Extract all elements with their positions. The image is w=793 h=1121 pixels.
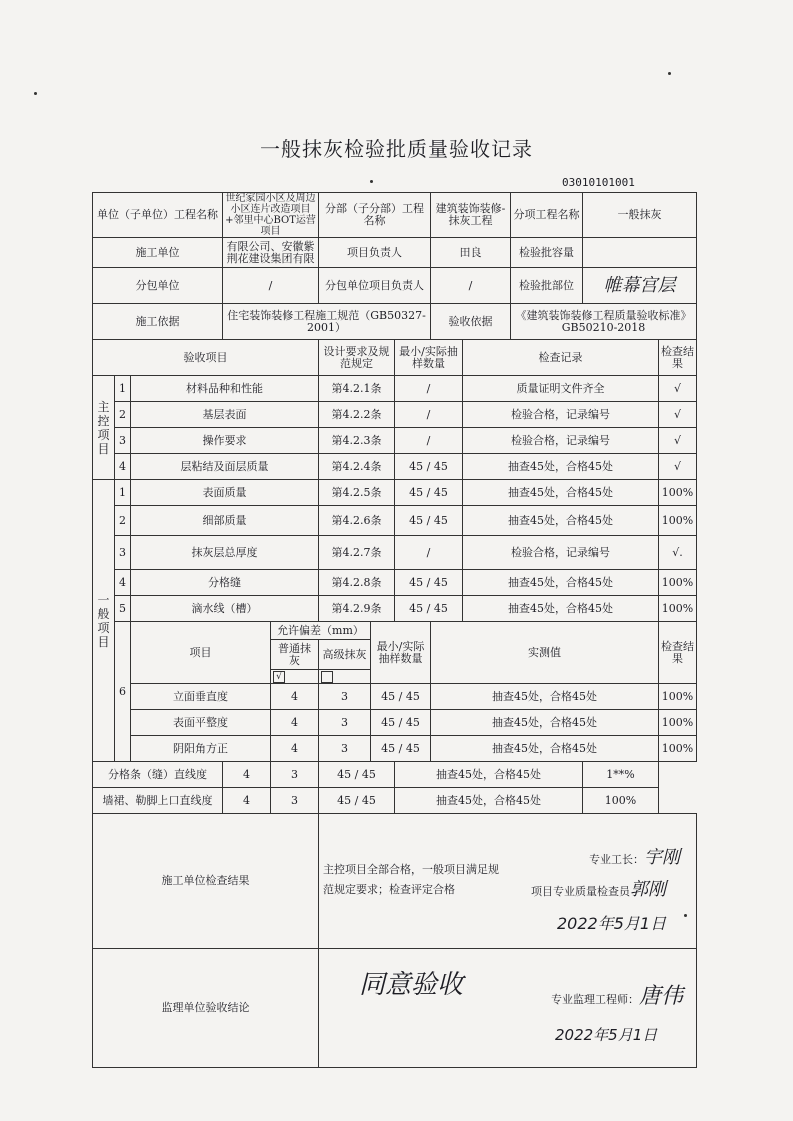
list-item-design: 第4.2.7条: [319, 536, 395, 570]
table-row-high: 3: [319, 710, 371, 736]
list-item-no: 4: [115, 570, 131, 596]
tolerance-no: 6: [115, 622, 131, 762]
unit-value: 世纪家园小区及周边小区连片改造项目+邻里中心BOT运营项目: [223, 193, 319, 238]
table-row-sample: 45 / 45: [371, 710, 431, 736]
table-row-result: 1**%: [583, 762, 659, 788]
builder-check-date: 2022年5月1日: [557, 914, 667, 933]
table-row-high: 3: [319, 684, 371, 710]
inspector-line: [531, 879, 666, 900]
col-record: 检查记录: [463, 340, 659, 376]
table-row-record: 抽查45处，合格45处: [395, 762, 583, 788]
list-item-design: 第4.2.1条: [319, 376, 395, 402]
high-plaster-checkbox[interactable]: [319, 670, 371, 684]
list-item-name: 层粘结及面层质量: [131, 454, 319, 480]
main-items-label: 主控项目: [93, 376, 115, 480]
supervisor-date: 2022年5月1日: [555, 1026, 658, 1044]
table-row-result: 100%: [659, 710, 697, 736]
sub-value: 建筑装饰装修-抹灰工程: [431, 193, 511, 238]
builder-value: 有限公司、安徽紫荆花建设集团有限: [223, 238, 319, 268]
normal-plaster-checkbox[interactable]: √: [271, 670, 319, 684]
part-label: 检验批部位: [511, 268, 583, 304]
list-item-sample: 45 / 45: [395, 596, 463, 622]
list-item-record: 检验合格，记录编号: [463, 536, 659, 570]
list-item-sample: 45 / 45: [395, 570, 463, 596]
table-row-result: 100%: [659, 736, 697, 762]
foreman-signature: 宇刚: [644, 847, 680, 868]
general-items-label: 一般项目: [93, 480, 115, 762]
document-code: 03010101001: [562, 176, 635, 189]
list-item-record: 抽查45处，合格45处: [463, 596, 659, 622]
unit-label: 单位（子单位）工程名称: [93, 193, 223, 238]
list-item-no: 2: [115, 402, 131, 428]
scan-speck: [34, 92, 37, 95]
foreman-label: 专业工长：: [589, 853, 644, 866]
list-item-name: 基层表面: [131, 402, 319, 428]
list-item-result: 100%: [659, 506, 697, 536]
engineer-signature: 唐伟: [639, 984, 684, 1009]
col-sample: 最小/实际抽样数量: [395, 340, 463, 376]
list-item-result: √: [659, 428, 697, 454]
list-item-sample: /: [395, 428, 463, 454]
table-row-sample: 45 / 45: [371, 736, 431, 762]
builder-check-text: 主控项目全部合格，一般项目满足规范规定要求；检查评定合格: [323, 863, 499, 896]
subcontract-manager-label: 分包单位项目负责人: [319, 268, 431, 304]
table-row-sample: 45 / 45: [371, 684, 431, 710]
list-item-sample: 45 / 45: [395, 506, 463, 536]
list-item-result: √.: [659, 536, 697, 570]
list-item-design: 第4.2.8条: [319, 570, 395, 596]
table-row-normal: 4: [223, 788, 271, 814]
inspector-signature: 郭刚: [630, 879, 666, 900]
list-item-result: √: [659, 402, 697, 428]
table-row-name: 分格条（缝）直线度: [93, 762, 223, 788]
list-item-record: 检验合格，记录编号: [463, 428, 659, 454]
inspection-table: [92, 192, 697, 1068]
scan-speck: [370, 180, 373, 183]
table-row-record: 抽查45处，合格45处: [395, 788, 583, 814]
list-item-no: 1: [115, 376, 131, 402]
supervisor-conclusion-signature: 同意验收: [359, 970, 464, 1000]
table-row-result: 100%: [659, 684, 697, 710]
item-value: 一般抹灰: [583, 193, 697, 238]
list-item-no: 4: [115, 454, 131, 480]
basis-value: 住宅装饰装修工程施工规范（GB50327-2001）: [223, 304, 431, 340]
capacity-value: [583, 238, 697, 268]
table-row-sample: 45 / 45: [319, 788, 395, 814]
list-item-sample: 45 / 45: [395, 480, 463, 506]
scan-speck: [684, 914, 687, 917]
scan-speck: [668, 72, 671, 75]
col-design: 设计要求及规范规定: [319, 340, 395, 376]
table-row-sample: 45 / 45: [319, 762, 395, 788]
item-label: 分项工程名称: [511, 193, 583, 238]
list-item-name: 材料品种和性能: [131, 376, 319, 402]
list-item-sample: /: [395, 536, 463, 570]
list-item-no: 3: [115, 536, 131, 570]
list-item-name: 操作要求: [131, 428, 319, 454]
basis-label: 施工依据: [93, 304, 223, 340]
tolerance-allow-label: 允许偏差（mm）: [271, 622, 371, 640]
list-item-result: 100%: [659, 596, 697, 622]
list-item-design: 第4.2.6条: [319, 506, 395, 536]
accept-basis-value: 《建筑装饰装修工程质量验收标准》GB50210-2018: [511, 304, 697, 340]
list-item-no: 3: [115, 428, 131, 454]
tolerance-sample-label: 最小/实际抽样数量: [371, 622, 431, 684]
inspector-label: 项目专业质量检查员: [531, 885, 630, 898]
list-item-no: 2: [115, 506, 131, 536]
list-item-record: 抽查45处，合格45处: [463, 454, 659, 480]
list-item-result: √: [659, 376, 697, 402]
list-item-sample: /: [395, 402, 463, 428]
tolerance-measured-label: 实测值: [431, 622, 659, 684]
table-row-normal: 4: [271, 736, 319, 762]
subcontract-value: /: [223, 268, 319, 304]
list-item-design: 第4.2.2条: [319, 402, 395, 428]
builder-label: 施工单位: [93, 238, 223, 268]
list-item-result: √: [659, 454, 697, 480]
list-item-result: 100%: [659, 570, 697, 596]
engineer-line: [551, 984, 684, 1009]
list-item-record: 检验合格，记录编号: [463, 402, 659, 428]
subcontract-label: 分包单位: [93, 268, 223, 304]
tolerance-item-label: 项目: [131, 622, 271, 684]
list-item-name: 滴水线（槽）: [131, 596, 319, 622]
list-item-name: 抹灰层总厚度: [131, 536, 319, 570]
table-row-name: 立面垂直度: [131, 684, 271, 710]
list-item-design: 第4.2.5条: [319, 480, 395, 506]
normal-plaster-label: 普通抹灰: [271, 640, 319, 670]
list-item-record: 抽查45处，合格45处: [463, 506, 659, 536]
table-row-name: 阴阳角方正: [131, 736, 271, 762]
list-item-sample: /: [395, 376, 463, 402]
table-row-record: 抽查45处，合格45处: [431, 736, 659, 762]
list-item-result: 100%: [659, 480, 697, 506]
list-item-name: 分格缝: [131, 570, 319, 596]
manager-label: 项目负责人: [319, 238, 431, 268]
document-title: 一般抹灰检验批质量验收记录: [260, 137, 533, 161]
table-row-normal: 4: [271, 710, 319, 736]
col-result: 检查结果: [659, 340, 697, 376]
table-row-result: 100%: [583, 788, 659, 814]
table-row-name: 表面平整度: [131, 710, 271, 736]
engineer-label: 专业监理工程师：: [551, 993, 639, 1006]
list-item-sample: 45 / 45: [395, 454, 463, 480]
list-item-record: 抽查45处，合格45处: [463, 570, 659, 596]
list-item-record: 质量证明文件齐全: [463, 376, 659, 402]
list-item-name: 表面质量: [131, 480, 319, 506]
list-item-record: 抽查45处，合格45处: [463, 480, 659, 506]
table-row-high: 3: [319, 736, 371, 762]
col-item: 验收项目: [93, 340, 319, 376]
supervisor-cell: [319, 949, 697, 1068]
table-row-high: 3: [271, 762, 319, 788]
table-row-normal: 4: [223, 762, 271, 788]
table-row-record: 抽查45处，合格45处: [431, 710, 659, 736]
capacity-label: 检验批容量: [511, 238, 583, 268]
builder-check-cell: [319, 814, 697, 949]
accept-basis-label: 验收依据: [431, 304, 511, 340]
table-row-high: 3: [271, 788, 319, 814]
table-row-name: 墙裙、勒脚上口直线度: [93, 788, 223, 814]
supervisor-label: 监理单位验收结论: [93, 949, 319, 1068]
foreman-line: [589, 847, 680, 868]
list-item-design: 第4.2.9条: [319, 596, 395, 622]
sub-label: 分部（子分部）工程名称: [319, 193, 431, 238]
list-item-design: 第4.2.3条: [319, 428, 395, 454]
list-item-name: 细部质量: [131, 506, 319, 536]
part-value: 帷幕宫层: [583, 268, 697, 304]
table-row-normal: 4: [271, 684, 319, 710]
builder-check-label: 施工单位检查结果: [93, 814, 319, 949]
tolerance-result-label: 检查结果: [659, 622, 697, 684]
subcontract-manager-value: /: [431, 268, 511, 304]
list-item-no: 1: [115, 480, 131, 506]
list-item-no: 5: [115, 596, 131, 622]
high-plaster-label: 高级抹灰: [319, 640, 371, 670]
list-item-design: 第4.2.4条: [319, 454, 395, 480]
manager-value: 田良: [431, 238, 511, 268]
table-row-record: 抽查45处，合格45处: [431, 684, 659, 710]
